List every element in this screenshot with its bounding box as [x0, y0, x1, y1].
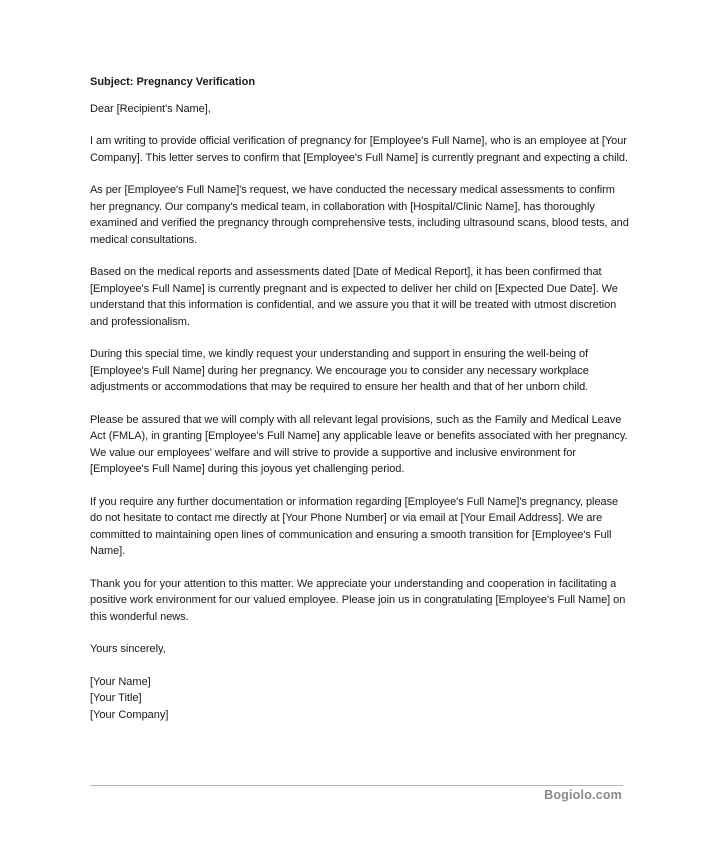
- signature-block: [90, 674, 630, 724]
- letter-subject: Subject: Pregnancy Verification: [90, 76, 256, 88]
- signature-name: [Your Name]: [90, 675, 151, 688]
- letter-closing: Yours sincerely,: [90, 643, 166, 655]
- footer-brand: Bogiolo.com: [544, 788, 622, 802]
- letter-paragraph: I am writing to provide official verification of pregnancy for [Employee's Full Name], who is an employee at [Your Company]. This letter serves to confirm that [Employee's Full Name] is currently pregnant and expecting a child.: [90, 135, 628, 164]
- signature-company: [Your Company]: [90, 708, 169, 721]
- signature-title: [Your Title]: [90, 692, 142, 704]
- letter-paragraph: If you require any further documentation or information regarding [Employee's Full Name]'s pregnancy, please do not hesitate to contact me directly at [Your Phone Number] or via email at [Your Email Address]. We are committed to maintaining open lines of communication and ensuring a smooth transition for [Employee's Full Name].: [90, 495, 619, 557]
- letter-salutation: Dear [Recipient's Name],: [90, 102, 211, 115]
- footer-divider: [90, 785, 623, 786]
- letter-body: [90, 74, 630, 723]
- letter-paragraph: Thank you for your attention to this matter. We appreciate your understanding and cooperation in facilitating a positive work environment for our valued employee. Please join us in congratulating [Employee's Full Name] on this wonderful news.: [90, 577, 626, 623]
- letter-paragraph: Based on the medical reports and assessments dated [Date of Medical Report], it has been confirmed that [Employee's Full Name] is currently pregnant and is expected to deliver her child on [Expected Due Date]. We understand that this information is confidential, and we assure you that it will be treated with utmost discretion and professionalism.: [90, 266, 618, 328]
- letter-paragraph: During this special time, we kindly request your understanding and support in ensuring the well-being of [Employee's Full Name] during her pregnancy. We encourage you to consider any necessary workplace adjustments or accommodations that may be required to ensure her health and that of her unborn child.: [90, 348, 589, 393]
- letter-paragraph: Please be assured that we will comply with all relevant legal provisions, such as the Family and Medical Leave Act (FMLA), in granting [Employee's Full Name] any applicable leave or benefits associated with her pregnancy. We value our employees' welfare and will strive to provide a supportive and inclusive environment for [Employee's Full Name] during this joyous yet challenging period.: [90, 413, 628, 475]
- letter-paragraph: As per [Employee's Full Name]'s request, we have conducted the necessary medical assessments to confirm her pregnancy. Our company's medical team, in collaboration with [Hospital/Clinic Name], has thoroughly examined and verified the pregnancy through comprehensive tests, including ultrasound scans, blood tests, and medical consultations.: [90, 184, 629, 246]
